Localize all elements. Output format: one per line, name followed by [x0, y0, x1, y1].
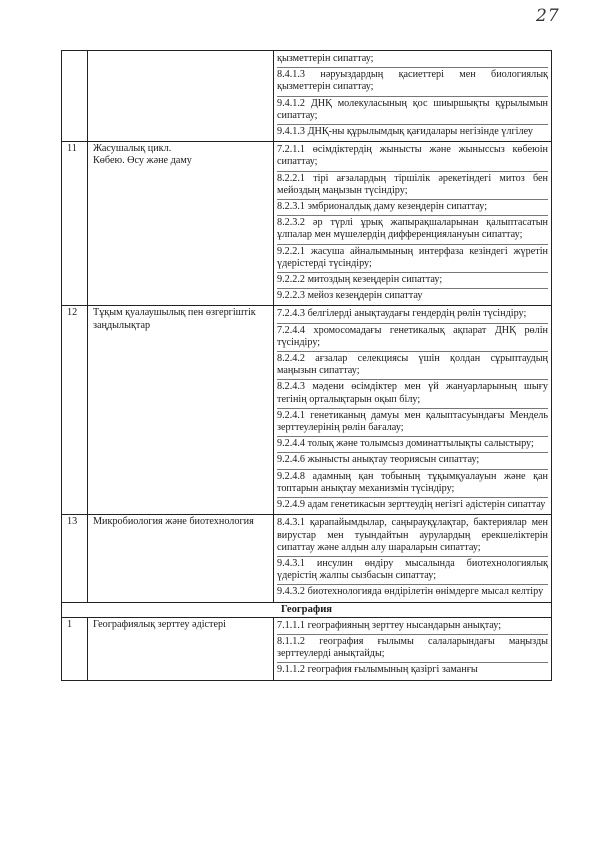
learning-objective: 9.4.1.2 ДНҚ молекуласының қос шиыршықты құрылымын сипаттау; [277, 97, 548, 125]
topic-cell [88, 51, 274, 142]
row-number: 12 [62, 306, 88, 515]
learning-objective: 8.2.4.3 мәдени өсімдіктер мен үй жануарларының шығу тегінің орталықтарын оқып білу; [277, 380, 548, 408]
learning-objective: 9.2.4.8 адамның қан тобының тұқымқуалауын және қан топтарын анықтау механизмін түсіндіру; [277, 470, 548, 498]
section-title: География [62, 602, 552, 617]
page-number-mark: 27 [536, 6, 560, 26]
learning-objective: 8.2.3.1 эмбрионалдық даму кезеңдерін сипаттау; [277, 200, 548, 216]
learning-objective: 8.4.3.1 қарапайымдылар, саңырауқұлақтар, бактериялар мен вирустар мен туындайтын аурулардың ерекшеліктерін сипаттау және алдын алу шараларын сипаттау; [277, 516, 548, 557]
learning-objective: 9.2.2.1 жасуша айналымының интерфаза кезіндегі жүретін үдерістерді түсіндіру; [277, 245, 548, 273]
learning-objective: 9.4.1.3 ДНҚ-ны құрылымдық қағидалары негізінде үлгілеу [277, 126, 533, 138]
learning-objective: 9.2.2.3 мейоз кезеңдерін сипаттау [277, 290, 423, 302]
learning-objective: 7.2.4.3 белгілерді анықтаудағы гендердің рөлін түсіндіру; [277, 307, 548, 323]
learning-objective: 9.1.1.2 география ғылымының қазіргі заманғы [277, 664, 478, 676]
topic-cell: Тұқым қуалаушылық пен өзгергіштік заңдылықтар [88, 306, 274, 515]
learning-objective: 8.2.3.2 әр түрлі ұрық жапырақшаларынан қалыптасатын ұлпалар мен мүшелердің дифференциялануын сипаттау; [277, 216, 548, 244]
learning-objective: 9.2.4.4 толық және толымсыз доминаттылықты салыстыру; [277, 437, 548, 453]
learning-objective: 7.2.4.4 хромосомадағы генетикалық ақпарат ДНҚ рөлін түсіндіру; [277, 324, 548, 352]
learning-objective: 8.1.1.2 география ғылымы салаларындағы маңызды зерттеулерді анықтайды; [277, 635, 548, 663]
row-number [62, 51, 88, 142]
learning-objective: қызметтерін сипаттау; [277, 52, 548, 68]
learning-objective: 9.2.4.1 генетиканың дамуы мен қалыптасуындағы Мендель зерттеулерінің рөлін бағалау; [277, 409, 548, 437]
learning-objective: 9.2.2.2 митоздың кезеңдерін сипаттау; [277, 273, 548, 289]
learning-objective: 9.4.3.2 биотехнологияда өндірілетін өнімдерге мысал келтіру [277, 586, 544, 598]
section-header-row [62, 602, 552, 617]
topic-cell: Жасушалық цикл. Көбею. Өсу және даму [88, 142, 274, 306]
topic-cell: Микробиология және биотехнология [88, 515, 274, 602]
curriculum-table [61, 50, 552, 681]
row-number: 1 [62, 617, 88, 680]
row-number: 13 [62, 515, 88, 602]
table-row [62, 51, 552, 142]
table-body [62, 51, 552, 681]
row-number: 11 [62, 142, 88, 306]
learning-objective: 9.2.4.6 жынысты анықтау теориясын сипаттау; [277, 453, 548, 469]
learning-objective: 8.2.4.2 ағзалар селекциясы үшін қолдан сұрыптаудың маңызын сипаттау; [277, 352, 548, 380]
learning-objective: 9.4.3.1 инсулин өндіру мысалында биотехнологиялық үдерістің жалпы сызбасын сипаттау; [277, 557, 548, 585]
learning-objective: 9.2.4.9 адам генетикасын зерттеудің негізгі әдістерін сипаттау [277, 499, 546, 511]
learning-objective: 8.2.2.1 тірі ағзалардың тіршілік әрекетіндегі митоз бен мейоздың маңызын түсіндіру; [277, 172, 548, 200]
learning-objective: 8.4.1.3 нәруыздардың қасиеттері мен биологиялық қызметтерін сипаттау; [277, 68, 548, 96]
objectives-cell [274, 515, 552, 602]
learning-objective: 7.2.1.1 өсімдіктердің жынысты және жыныссыз көбеюін сипаттау; [277, 143, 548, 171]
objectives-cell [274, 306, 552, 515]
objectives-cell [274, 51, 552, 142]
learning-objective: 7.1.1.1 географияның зерттеу нысандарын анықтау; [277, 619, 548, 635]
table-row [62, 306, 552, 515]
table-row [62, 515, 552, 602]
objectives-cell [274, 142, 552, 306]
topic-cell: Географиялық зерттеу әдістері [88, 617, 274, 680]
table-row [62, 142, 552, 306]
table-row [62, 617, 552, 680]
objectives-cell [274, 617, 552, 680]
